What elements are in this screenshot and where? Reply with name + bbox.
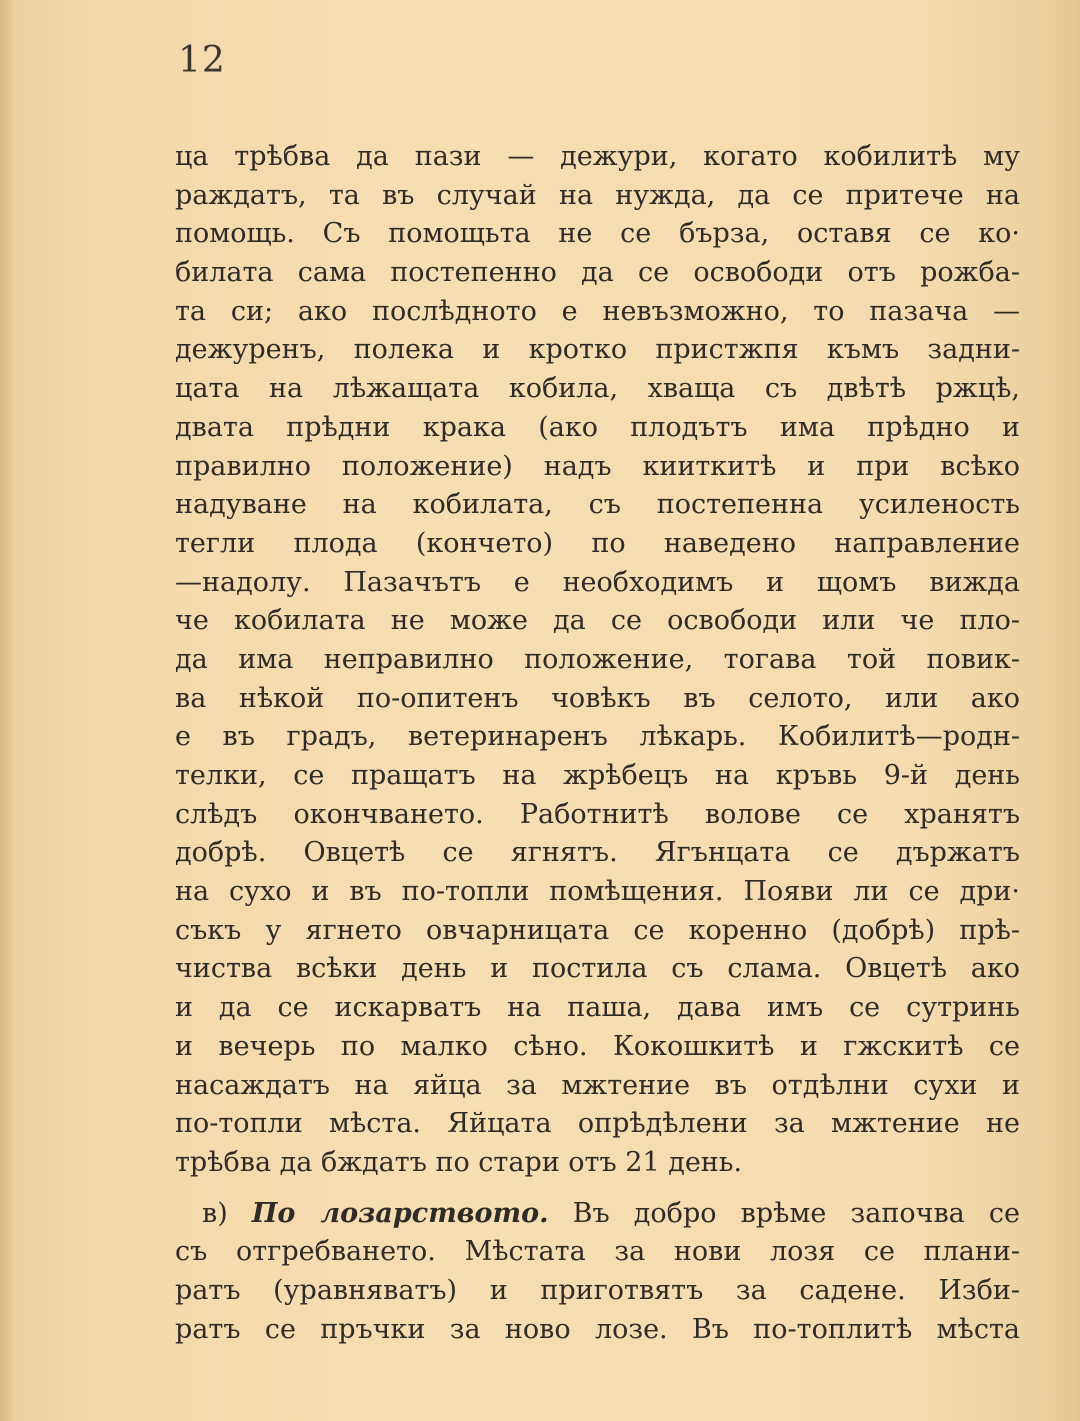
text-line: съкъ у ягнето овчарницата се коренно (добрѣ) прѣ- (175, 914, 1020, 946)
section-title: По лозарството. (251, 1197, 549, 1229)
text-line: и вечерь по малко сѣно. Кокошкитѣ и гжскитѣ се (175, 1030, 1020, 1062)
text-line: добрѣ. Овцетѣ се ягнятъ. Ягънцата се държатъ (175, 837, 1020, 869)
text-line: ва нѣкой по-опитенъ човѣкъ въ селото, или ако (175, 682, 1020, 714)
text-line: ратъ (уравняватъ) и приготвятъ за садене. Изби- (175, 1274, 1020, 1306)
body-text (175, 138, 1020, 1349)
first-line-text: Въ добро врѣме започва се (572, 1197, 1020, 1229)
text-line: и да се искарватъ на паша, дава имъ се сутринь (175, 992, 1020, 1024)
text-line: насаждатъ на яйца за мжтение въ отдѣлни сухи и (175, 1069, 1020, 1101)
paragraph-livestock (175, 138, 1020, 1183)
text-line: билата сама постепенно да се освободи отъ рожба- (175, 257, 1020, 289)
text-line: слѣдъ окончването. Работнитѣ волове се хранятъ (175, 798, 1020, 830)
text-line: надуване на кобилата, съ постепенна усиленость (175, 489, 1020, 521)
paragraph-gap (175, 1183, 1020, 1195)
text-line: тегли плода (кончето) по наведено направление (175, 527, 1020, 559)
text-line: правилно положение) надъ кииткитѣ и при всѣко (175, 450, 1020, 482)
text-line: цата на лѣжащата кобила, хваща съ двѣтѣ ржцѣ, (175, 373, 1020, 405)
page-gutter-shadow (0, 0, 16, 1421)
text-line: да има неправилно положение, тогава той повик- (175, 643, 1020, 675)
text-line: ца трѣбва да пази — дежури, когато кобилитѣ му (175, 141, 1020, 172)
text-line: дежуренъ, полека и кротко пристжпя къмъ задни- (175, 334, 1020, 366)
paragraph-vineyard (175, 1195, 1020, 1350)
page-number: 12 (178, 40, 226, 81)
text-line: —надолу. Пазачътъ е необходимъ и щомъ вижда (175, 566, 1020, 598)
text-line: че кобилата не може да се освободи или че пло- (175, 605, 1020, 637)
text-line: ратъ се пръчки за ново лозе. Въ по-топлитѣ мѣста (175, 1313, 1020, 1345)
text-line: раждатъ, та въ случай на нужда, да се притече на (175, 179, 1020, 211)
paragraph-first-line (175, 1195, 1020, 1234)
text-line: двата прѣдни крака (ако плодътъ има прѣдно и (175, 411, 1020, 443)
text-line: телки, се пращатъ на жрѣбецъ на кръвь 9-й день (175, 760, 1020, 791)
text-line: трѣбва да бждатъ по стари отъ 21 день. (175, 1146, 743, 1178)
section-marker: в) (202, 1197, 228, 1229)
text-line: на сухо и въ по-топли помѣщения. Появи ли се дри· (175, 876, 1020, 908)
text-line: съ отгребването. Мѣстата за нови лозя се плани- (175, 1236, 1020, 1268)
text-line: е въ градъ, ветеринаренъ лѣкарь. Кобилитѣ—родн- (175, 721, 1020, 753)
text-line: та си; ако послѣдното е невъзможно, то пазача — (175, 295, 1020, 327)
text-line: чиства всѣки день и постила съ слама. Овцетѣ ако (175, 953, 1020, 985)
text-line: по-топли мѣста. Яйцата опрѣдѣлени за мжтение не (175, 1108, 1020, 1140)
text-line: помощь. Съ помощьта не се бърза, оставя се ко· (175, 218, 1020, 250)
